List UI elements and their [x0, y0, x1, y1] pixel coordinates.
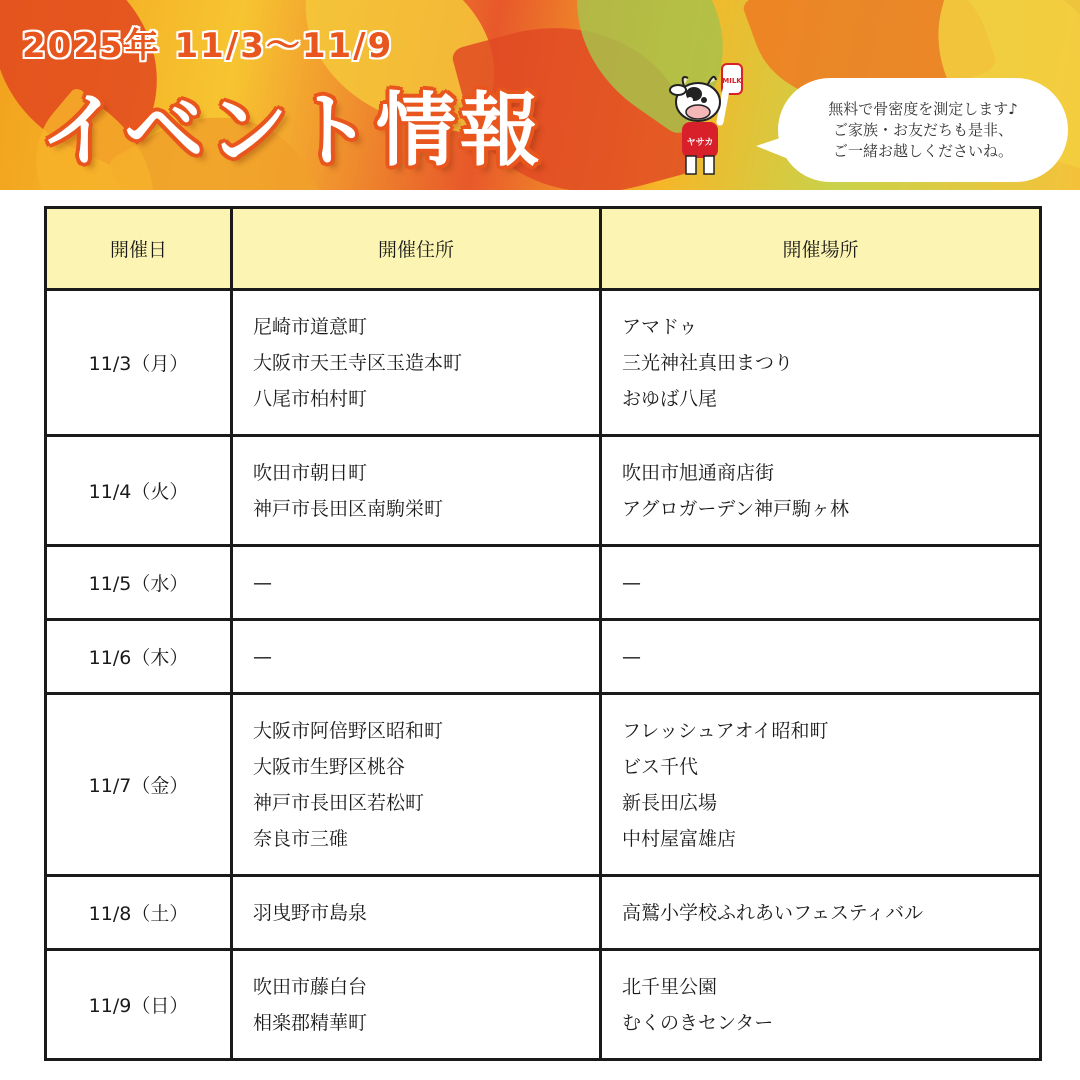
address-cell	[232, 436, 601, 546]
venue-cell	[601, 620, 1041, 694]
table-row	[46, 620, 1041, 694]
event-date: 11/8（土）	[46, 876, 232, 950]
bubble-line: 無料で骨密度を測定します♪	[828, 99, 1018, 118]
address-cell	[232, 546, 601, 620]
address-item: 奈良市三碓	[253, 827, 349, 850]
venue-item: 北千里公園	[622, 975, 718, 998]
venue-item: おゆば八尾	[622, 387, 718, 410]
venue-item: フレッシュアオイ昭和町	[622, 719, 829, 742]
venue-cell	[601, 694, 1041, 876]
address-item: 相楽郡精華町	[253, 1011, 368, 1034]
address-cell	[232, 620, 601, 694]
address-item: —	[253, 571, 272, 594]
bubble-line: ご一緒お越しくださいね。	[832, 141, 1013, 160]
bubble-line: ご家族・お友だちも是非、	[832, 120, 1013, 139]
page-title: イベント情報	[40, 84, 544, 177]
table-row	[46, 950, 1041, 1060]
column-header-date: 開催日	[46, 208, 232, 290]
speech-bubble	[778, 78, 1068, 182]
address-item: 吹田市藤白台	[253, 975, 368, 998]
venue-item: —	[622, 571, 641, 594]
address-cell	[232, 950, 601, 1060]
event-date: 11/7（金）	[46, 694, 232, 876]
address-item: 神戸市長田区若松町	[253, 791, 425, 814]
milk-label: MILK	[722, 77, 742, 85]
table-row	[46, 546, 1041, 620]
address-cell	[232, 694, 601, 876]
date-range: 2025年 11/3〜11/9	[22, 26, 394, 66]
venue-item: ビス千代	[622, 755, 699, 778]
venue-item: 新長田広場	[622, 791, 718, 814]
event-schedule-table	[44, 206, 1042, 1061]
event-date: 11/6（木）	[46, 620, 232, 694]
autumn-banner	[0, 0, 1080, 190]
mascot-shirt-label: ヤサカ	[686, 138, 714, 148]
venue-item: —	[622, 645, 641, 668]
address-item: 大阪市生野区桃谷	[253, 755, 406, 778]
address-item: 八尾市柏村町	[253, 387, 368, 410]
address-cell	[232, 290, 601, 436]
venue-item: 高鷲小学校ふれあいフェスティバル	[622, 901, 924, 924]
address-item: 大阪市天王寺区玉造本町	[253, 351, 463, 374]
event-date: 11/9（日）	[46, 950, 232, 1060]
event-date: 11/5（水）	[46, 546, 232, 620]
venue-item: 三光神社真田まつり	[622, 351, 794, 374]
venue-item: アマドゥ	[622, 315, 698, 338]
venue-item: 中村屋富雄店	[622, 827, 737, 850]
venue-item: 吹田市旭通商店街	[622, 461, 775, 484]
table-row	[46, 876, 1041, 950]
table-row	[46, 694, 1041, 876]
venue-cell	[601, 290, 1041, 436]
address-item: 羽曳野市島泉	[253, 901, 368, 924]
event-date: 11/3（月）	[46, 290, 232, 436]
venue-item: アグロガーデン神戸駒ヶ林	[622, 497, 850, 520]
venue-cell	[601, 950, 1041, 1060]
column-header-venue: 開催場所	[601, 208, 1041, 290]
address-item: 神戸市長田区南駒栄町	[253, 497, 444, 520]
address-item: —	[253, 645, 272, 668]
venue-cell	[601, 436, 1041, 546]
cow-mascot-icon	[668, 60, 758, 180]
address-cell	[232, 876, 601, 950]
venue-cell	[601, 546, 1041, 620]
table-row	[46, 290, 1041, 436]
event-date: 11/4（火）	[46, 436, 232, 546]
address-item: 吹田市朝日町	[253, 461, 368, 484]
address-item: 尼崎市道意町	[253, 315, 368, 338]
column-header-address: 開催住所	[232, 208, 601, 290]
venue-cell	[601, 876, 1041, 950]
table-row	[46, 436, 1041, 546]
table-header-row	[46, 208, 1041, 290]
venue-item: むくのきセンター	[622, 1011, 774, 1034]
address-item: 大阪市阿倍野区昭和町	[253, 719, 444, 742]
